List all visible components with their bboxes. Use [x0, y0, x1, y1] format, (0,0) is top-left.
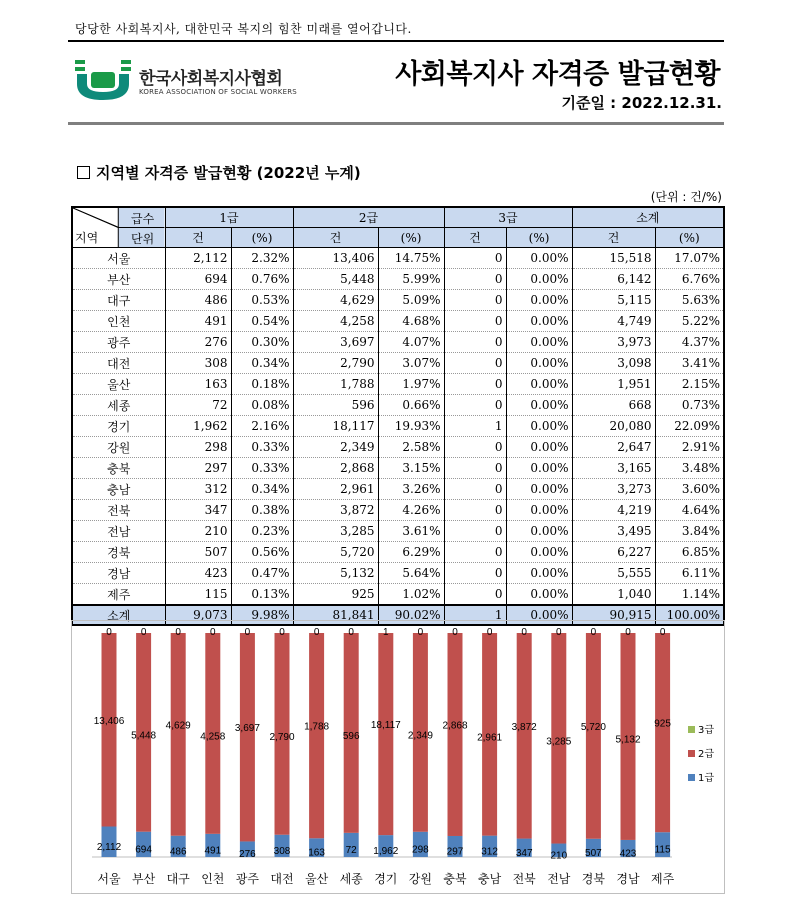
value-cell: 3.84%	[655, 521, 724, 542]
value-cell: 3,273	[572, 479, 655, 500]
table-row	[72, 395, 724, 416]
value-cell: 486	[165, 290, 231, 311]
value-cell: 2,961	[293, 479, 378, 500]
value-cell: 4.68%	[378, 311, 444, 332]
data-label-grade3: 0	[279, 627, 285, 638]
value-cell: 1,040	[572, 584, 655, 606]
tagline: 당당한 사회복지사, 대한민국 복지의 힘찬 미래를 열어갑니다.	[75, 22, 412, 36]
data-label-grade3: 0	[140, 627, 147, 638]
bar-grade2	[586, 633, 601, 839]
value-cell: 3,872	[293, 500, 378, 521]
header-group-1: 1급	[165, 207, 293, 228]
legend-label: 1급	[698, 773, 715, 784]
value-cell: 0.00%	[506, 332, 572, 353]
value-cell: 4.07%	[378, 332, 444, 353]
value-cell: 0.00%	[506, 563, 572, 584]
data-label-grade3: 0	[106, 627, 112, 638]
region-cell: 부산	[72, 269, 165, 290]
region-cell: 인천	[72, 311, 165, 332]
x-tick-label: 경북	[581, 872, 605, 886]
value-cell: 0	[444, 458, 506, 479]
x-tick-label: 인천	[201, 872, 225, 886]
region-cell: 경기	[72, 416, 165, 437]
value-cell: 0.47%	[231, 563, 293, 584]
data-label-grade2: 13,406	[93, 715, 125, 727]
total-value-cell: 1	[444, 605, 506, 625]
data-label-grade2: 3,697	[234, 723, 260, 735]
value-cell: 5.63%	[655, 290, 724, 311]
table-row	[72, 311, 724, 332]
data-label-grade1: 210	[550, 850, 568, 862]
legend-label: 3급	[698, 725, 715, 736]
value-cell: 5,448	[293, 269, 378, 290]
value-cell: 115	[165, 584, 231, 606]
value-cell: 13,406	[293, 248, 378, 269]
value-cell: 5,720	[293, 542, 378, 563]
header-group-3: 3급	[444, 207, 572, 228]
value-cell: 0.00%	[506, 437, 572, 458]
value-cell: 0	[444, 311, 506, 332]
region-cell: 강원	[72, 437, 165, 458]
data-label-grade2: 2,349	[407, 730, 433, 742]
value-cell: 0.00%	[506, 479, 572, 500]
value-cell: 20,080	[572, 416, 655, 437]
value-cell: 0.00%	[506, 311, 572, 332]
subheader-count: 건	[293, 228, 378, 248]
data-label-grade1: 163	[308, 847, 325, 859]
value-cell: 0.00%	[506, 248, 572, 269]
value-cell: 2,790	[293, 353, 378, 374]
value-cell: 2.91%	[655, 437, 724, 458]
data-label-grade3: 0	[452, 627, 458, 638]
value-cell: 0.00%	[506, 521, 572, 542]
data-label-grade1: 491	[204, 845, 222, 857]
table-row	[72, 248, 724, 269]
value-cell: 3.41%	[655, 353, 724, 374]
value-cell: 14.75%	[378, 248, 444, 269]
value-cell: 0.73%	[655, 395, 724, 416]
value-cell: 925	[293, 584, 378, 606]
value-cell: 5.99%	[378, 269, 444, 290]
page-title: 사회복지사 자격증 발급현황	[395, 59, 720, 90]
value-cell: 1,951	[572, 374, 655, 395]
value-cell: 0	[444, 479, 506, 500]
value-cell: 2.15%	[655, 374, 724, 395]
org-name-english: KOREA ASSOCIATION OF SOCIAL WORKERS	[139, 88, 297, 96]
data-label-grade2: 2,868	[442, 720, 468, 732]
value-cell: 5.09%	[378, 290, 444, 311]
x-tick-label: 울산	[305, 872, 329, 886]
chart-svg	[72, 621, 724, 893]
value-cell: 3,285	[293, 521, 378, 542]
value-cell: 1,962	[165, 416, 231, 437]
value-cell: 2,868	[293, 458, 378, 479]
region-cell: 세종	[72, 395, 165, 416]
data-label-grade3: 0	[659, 627, 666, 638]
value-cell: 0	[444, 500, 506, 521]
table-row	[72, 416, 724, 437]
x-tick-label: 충북	[443, 872, 467, 886]
bar-grade2	[378, 633, 393, 835]
region-cell: 울산	[72, 374, 165, 395]
value-cell: 0.38%	[231, 500, 293, 521]
value-cell: 694	[165, 269, 231, 290]
value-cell: 0	[444, 395, 506, 416]
region-cell: 경북	[72, 542, 165, 563]
data-label-grade3: 0	[556, 627, 562, 638]
data-label-grade2: 5,720	[580, 721, 606, 733]
region-cell: 광주	[72, 332, 165, 353]
value-cell: 4,219	[572, 500, 655, 521]
data-label-grade1: 115	[654, 844, 671, 856]
data-label-grade2: 1,788	[304, 721, 330, 733]
data-label-grade1: 298	[412, 844, 429, 856]
value-cell: 0.53%	[231, 290, 293, 311]
value-cell: 18,117	[293, 416, 378, 437]
region-cell: 충북	[72, 458, 165, 479]
data-label-grade1: 276	[239, 849, 256, 861]
value-cell: 3,165	[572, 458, 655, 479]
data-label-grade2: 4,629	[165, 720, 191, 732]
value-cell: 0.23%	[231, 521, 293, 542]
bar-grade2	[309, 633, 324, 838]
x-tick-label: 제주	[651, 872, 675, 886]
value-cell: 6.76%	[655, 269, 724, 290]
region-cell: 서울	[72, 248, 165, 269]
table-row	[72, 521, 724, 542]
subheader-percent: (%)	[231, 228, 293, 248]
region-cell: 전남	[72, 521, 165, 542]
value-cell: 0	[444, 374, 506, 395]
value-cell: 3.60%	[655, 479, 724, 500]
data-label-grade3: 0	[175, 627, 181, 638]
value-cell: 163	[165, 374, 231, 395]
value-cell: 5.22%	[655, 311, 724, 332]
x-tick-label: 세종	[339, 872, 363, 886]
value-cell: 2.58%	[378, 437, 444, 458]
value-cell: 72	[165, 395, 231, 416]
subheader-percent: (%)	[378, 228, 444, 248]
value-cell: 4,629	[293, 290, 378, 311]
value-cell: 5,555	[572, 563, 655, 584]
subheader-count: 건	[165, 228, 231, 248]
legend-label: 2급	[698, 749, 715, 760]
data-label-grade1: 1,962	[373, 846, 399, 858]
x-tick-label: 전북	[512, 872, 536, 886]
region-cell: 전북	[72, 500, 165, 521]
value-cell: 3,495	[572, 521, 655, 542]
legend-swatch	[688, 774, 695, 781]
value-cell: 347	[165, 500, 231, 521]
total-value-cell: 0.00%	[506, 605, 572, 625]
total-value-cell: 90,915	[572, 605, 655, 625]
value-cell: 0.66%	[378, 395, 444, 416]
value-cell: 0.34%	[231, 353, 293, 374]
data-label-grade3: 0	[313, 627, 320, 638]
issuance-table	[71, 206, 725, 626]
x-tick-label: 대구	[166, 872, 190, 886]
x-tick-label: 강원	[408, 872, 432, 886]
value-cell: 210	[165, 521, 231, 542]
legend-swatch	[688, 750, 695, 757]
total-value-cell: 100.00%	[655, 605, 724, 625]
org-logo-mark-icon	[75, 58, 133, 102]
value-cell: 298	[165, 437, 231, 458]
value-cell: 0	[444, 353, 506, 374]
value-cell: 4,749	[572, 311, 655, 332]
table-row	[72, 479, 724, 500]
bar-grade2	[240, 633, 255, 841]
top-divider	[68, 40, 724, 42]
value-cell: 0	[444, 332, 506, 353]
table-row	[72, 353, 724, 374]
table-row	[72, 563, 724, 584]
value-cell: 6.85%	[655, 542, 724, 563]
data-label-grade1: 694	[135, 844, 152, 856]
subheader-percent: (%)	[655, 228, 724, 248]
value-cell: 0	[444, 542, 506, 563]
value-cell: 1,788	[293, 374, 378, 395]
bar-grade2	[171, 633, 186, 836]
corner-label-grade: 급수	[131, 212, 155, 226]
value-cell: 423	[165, 563, 231, 584]
value-cell: 6.29%	[378, 542, 444, 563]
value-cell: 5,115	[572, 290, 655, 311]
value-cell: 0	[444, 290, 506, 311]
value-cell: 0.00%	[506, 374, 572, 395]
base-date: 기준일 : 2022.12.31.	[561, 94, 722, 112]
subheader-count: 건	[572, 228, 655, 248]
org-name: 한국사회복지사협회	[139, 69, 283, 89]
data-label-grade1: 308	[273, 845, 291, 857]
table-corner-cell	[72, 207, 165, 248]
value-cell: 1.02%	[378, 584, 444, 606]
x-tick-label: 전남	[547, 872, 571, 886]
data-label-grade2: 18,117	[370, 720, 401, 732]
header-group-total: 소계	[572, 207, 724, 228]
value-cell: 5.64%	[378, 563, 444, 584]
value-cell: 0.33%	[231, 437, 293, 458]
value-cell: 22.09%	[655, 416, 724, 437]
value-cell: 15,518	[572, 248, 655, 269]
table-row	[72, 458, 724, 479]
value-cell: 0.18%	[231, 374, 293, 395]
table-row	[72, 500, 724, 521]
value-cell: 0.76%	[231, 269, 293, 290]
value-cell: 3.61%	[378, 521, 444, 542]
data-label-grade3: 0	[210, 627, 216, 638]
data-label-grade2: 5,132	[615, 734, 641, 746]
value-cell: 2.32%	[231, 248, 293, 269]
value-cell: 507	[165, 542, 231, 563]
value-cell: 0	[444, 563, 506, 584]
table-row	[72, 542, 724, 563]
value-cell: 2.16%	[231, 416, 293, 437]
value-cell: 0	[444, 269, 506, 290]
value-cell: 1	[444, 416, 506, 437]
value-cell: 0	[444, 584, 506, 606]
corner-label-region: 지역	[75, 231, 99, 245]
table-header-row-units	[72, 228, 724, 248]
data-label-grade1: 347	[515, 847, 533, 859]
header-divider	[68, 122, 724, 125]
data-label-grade1: 507	[585, 847, 602, 859]
value-cell: 668	[572, 395, 655, 416]
data-label-grade2: 925	[654, 718, 671, 730]
value-cell: 19.93%	[378, 416, 444, 437]
value-cell: 0.54%	[231, 311, 293, 332]
region-cell: 충남	[72, 479, 165, 500]
bar-grade2	[655, 633, 670, 832]
data-label-grade2: 5,448	[131, 730, 157, 742]
data-label-grade3: 0	[521, 627, 527, 638]
value-cell: 3.07%	[378, 353, 444, 374]
stacked-bar-chart	[71, 620, 725, 894]
value-cell: 6,227	[572, 542, 655, 563]
value-cell: 0.33%	[231, 458, 293, 479]
value-cell: 3.48%	[655, 458, 724, 479]
value-cell: 0.56%	[231, 542, 293, 563]
value-cell: 491	[165, 311, 231, 332]
data-label-grade3: 0	[486, 627, 493, 638]
x-tick-label: 서울	[97, 872, 121, 886]
table-row	[72, 290, 724, 311]
table-row	[72, 374, 724, 395]
subheader-percent: (%)	[506, 228, 572, 248]
value-cell: 3,973	[572, 332, 655, 353]
region-cell: 경남	[72, 563, 165, 584]
value-cell: 6,142	[572, 269, 655, 290]
value-cell: 3.15%	[378, 458, 444, 479]
value-cell: 1.14%	[655, 584, 724, 606]
data-label-grade3: 0	[348, 627, 354, 638]
data-label-grade2: 596	[342, 730, 360, 742]
data-label-grade2: 3,285	[546, 736, 572, 748]
value-cell: 2,349	[293, 437, 378, 458]
value-cell: 0	[444, 248, 506, 269]
value-cell: 0	[444, 437, 506, 458]
table-row	[72, 332, 724, 353]
x-tick-label: 부산	[132, 872, 156, 886]
value-cell: 0.00%	[506, 584, 572, 606]
value-cell: 312	[165, 479, 231, 500]
region-cell: 대구	[72, 290, 165, 311]
value-cell: 5,132	[293, 563, 378, 584]
checkbox-square-icon	[77, 166, 90, 179]
value-cell: 0.00%	[506, 290, 572, 311]
value-cell: 0.00%	[506, 269, 572, 290]
corner-label-unit: 단위	[131, 232, 155, 246]
value-cell: 0.30%	[231, 332, 293, 353]
value-cell: 1.97%	[378, 374, 444, 395]
value-cell: 0.34%	[231, 479, 293, 500]
value-cell: 4.64%	[655, 500, 724, 521]
data-label-grade1: 297	[446, 846, 464, 858]
data-label-grade1: 486	[169, 846, 187, 858]
value-cell: 2,112	[165, 248, 231, 269]
x-tick-label: 경기	[374, 872, 398, 886]
x-tick-label: 대전	[270, 872, 294, 886]
section-title-text: 지역별 자격증 발급현황 (2022년 누계)	[96, 164, 361, 182]
data-label-grade1: 312	[481, 846, 498, 858]
data-label-grade3: 0	[417, 627, 424, 638]
table-header-row-groups	[72, 207, 724, 228]
total-value-cell: 81,841	[293, 605, 378, 625]
x-tick-label: 광주	[235, 872, 259, 886]
data-label-grade2: 3,872	[511, 721, 537, 733]
value-cell: 276	[165, 332, 231, 353]
value-cell: 0.13%	[231, 584, 293, 606]
region-cell: 대전	[72, 353, 165, 374]
value-cell: 297	[165, 458, 231, 479]
value-cell: 0.00%	[506, 395, 572, 416]
data-label-grade1: 72	[345, 844, 357, 856]
total-value-cell: 9.98%	[231, 605, 293, 625]
data-label-grade2: 2,961	[477, 732, 503, 744]
bar-grade2	[448, 633, 463, 836]
data-label-grade3: 0	[244, 627, 251, 638]
total-label-cell: 소계	[72, 605, 165, 625]
value-cell: 6.11%	[655, 563, 724, 584]
value-cell: 308	[165, 353, 231, 374]
value-cell: 0.00%	[506, 353, 572, 374]
value-cell: 4,258	[293, 311, 378, 332]
value-cell: 17.07%	[655, 248, 724, 269]
value-cell: 0.00%	[506, 542, 572, 563]
value-cell: 0.00%	[506, 500, 572, 521]
data-label-grade1: 423	[619, 848, 637, 860]
x-tick-label: 충남	[478, 872, 502, 886]
data-label-grade3: 0	[590, 627, 597, 638]
value-cell: 3,098	[572, 353, 655, 374]
table-row	[72, 437, 724, 458]
region-cell: 제주	[72, 584, 165, 606]
data-label-grade3: 0	[625, 627, 631, 638]
table-row	[72, 584, 724, 606]
value-cell: 2,647	[572, 437, 655, 458]
bar-grade2	[517, 633, 532, 839]
subheader-count: 건	[444, 228, 506, 248]
value-cell: 0	[444, 521, 506, 542]
section-title	[77, 162, 361, 183]
value-cell: 0.00%	[506, 416, 572, 437]
data-label-grade2: 4,258	[200, 731, 226, 743]
org-logo	[75, 58, 315, 106]
value-cell: 596	[293, 395, 378, 416]
value-cell: 4.26%	[378, 500, 444, 521]
header-group-2: 2급	[293, 207, 444, 228]
value-cell: 3,697	[293, 332, 378, 353]
x-tick-label: 경남	[616, 872, 640, 886]
legend-swatch	[688, 726, 695, 733]
value-cell: 3.26%	[378, 479, 444, 500]
total-value-cell: 90.02%	[378, 605, 444, 625]
data-label-grade2: 2,790	[269, 731, 295, 743]
value-cell: 4.37%	[655, 332, 724, 353]
data-label-grade1: 2,112	[96, 841, 122, 853]
data-label-grade3: 1	[383, 627, 389, 638]
value-cell: 0.00%	[506, 458, 572, 479]
table-row	[72, 269, 724, 290]
total-value-cell: 9,073	[165, 605, 231, 625]
value-cell: 0.08%	[231, 395, 293, 416]
unit-note: (단위 : 건/%)	[650, 190, 722, 204]
bar-grade2	[102, 633, 117, 827]
